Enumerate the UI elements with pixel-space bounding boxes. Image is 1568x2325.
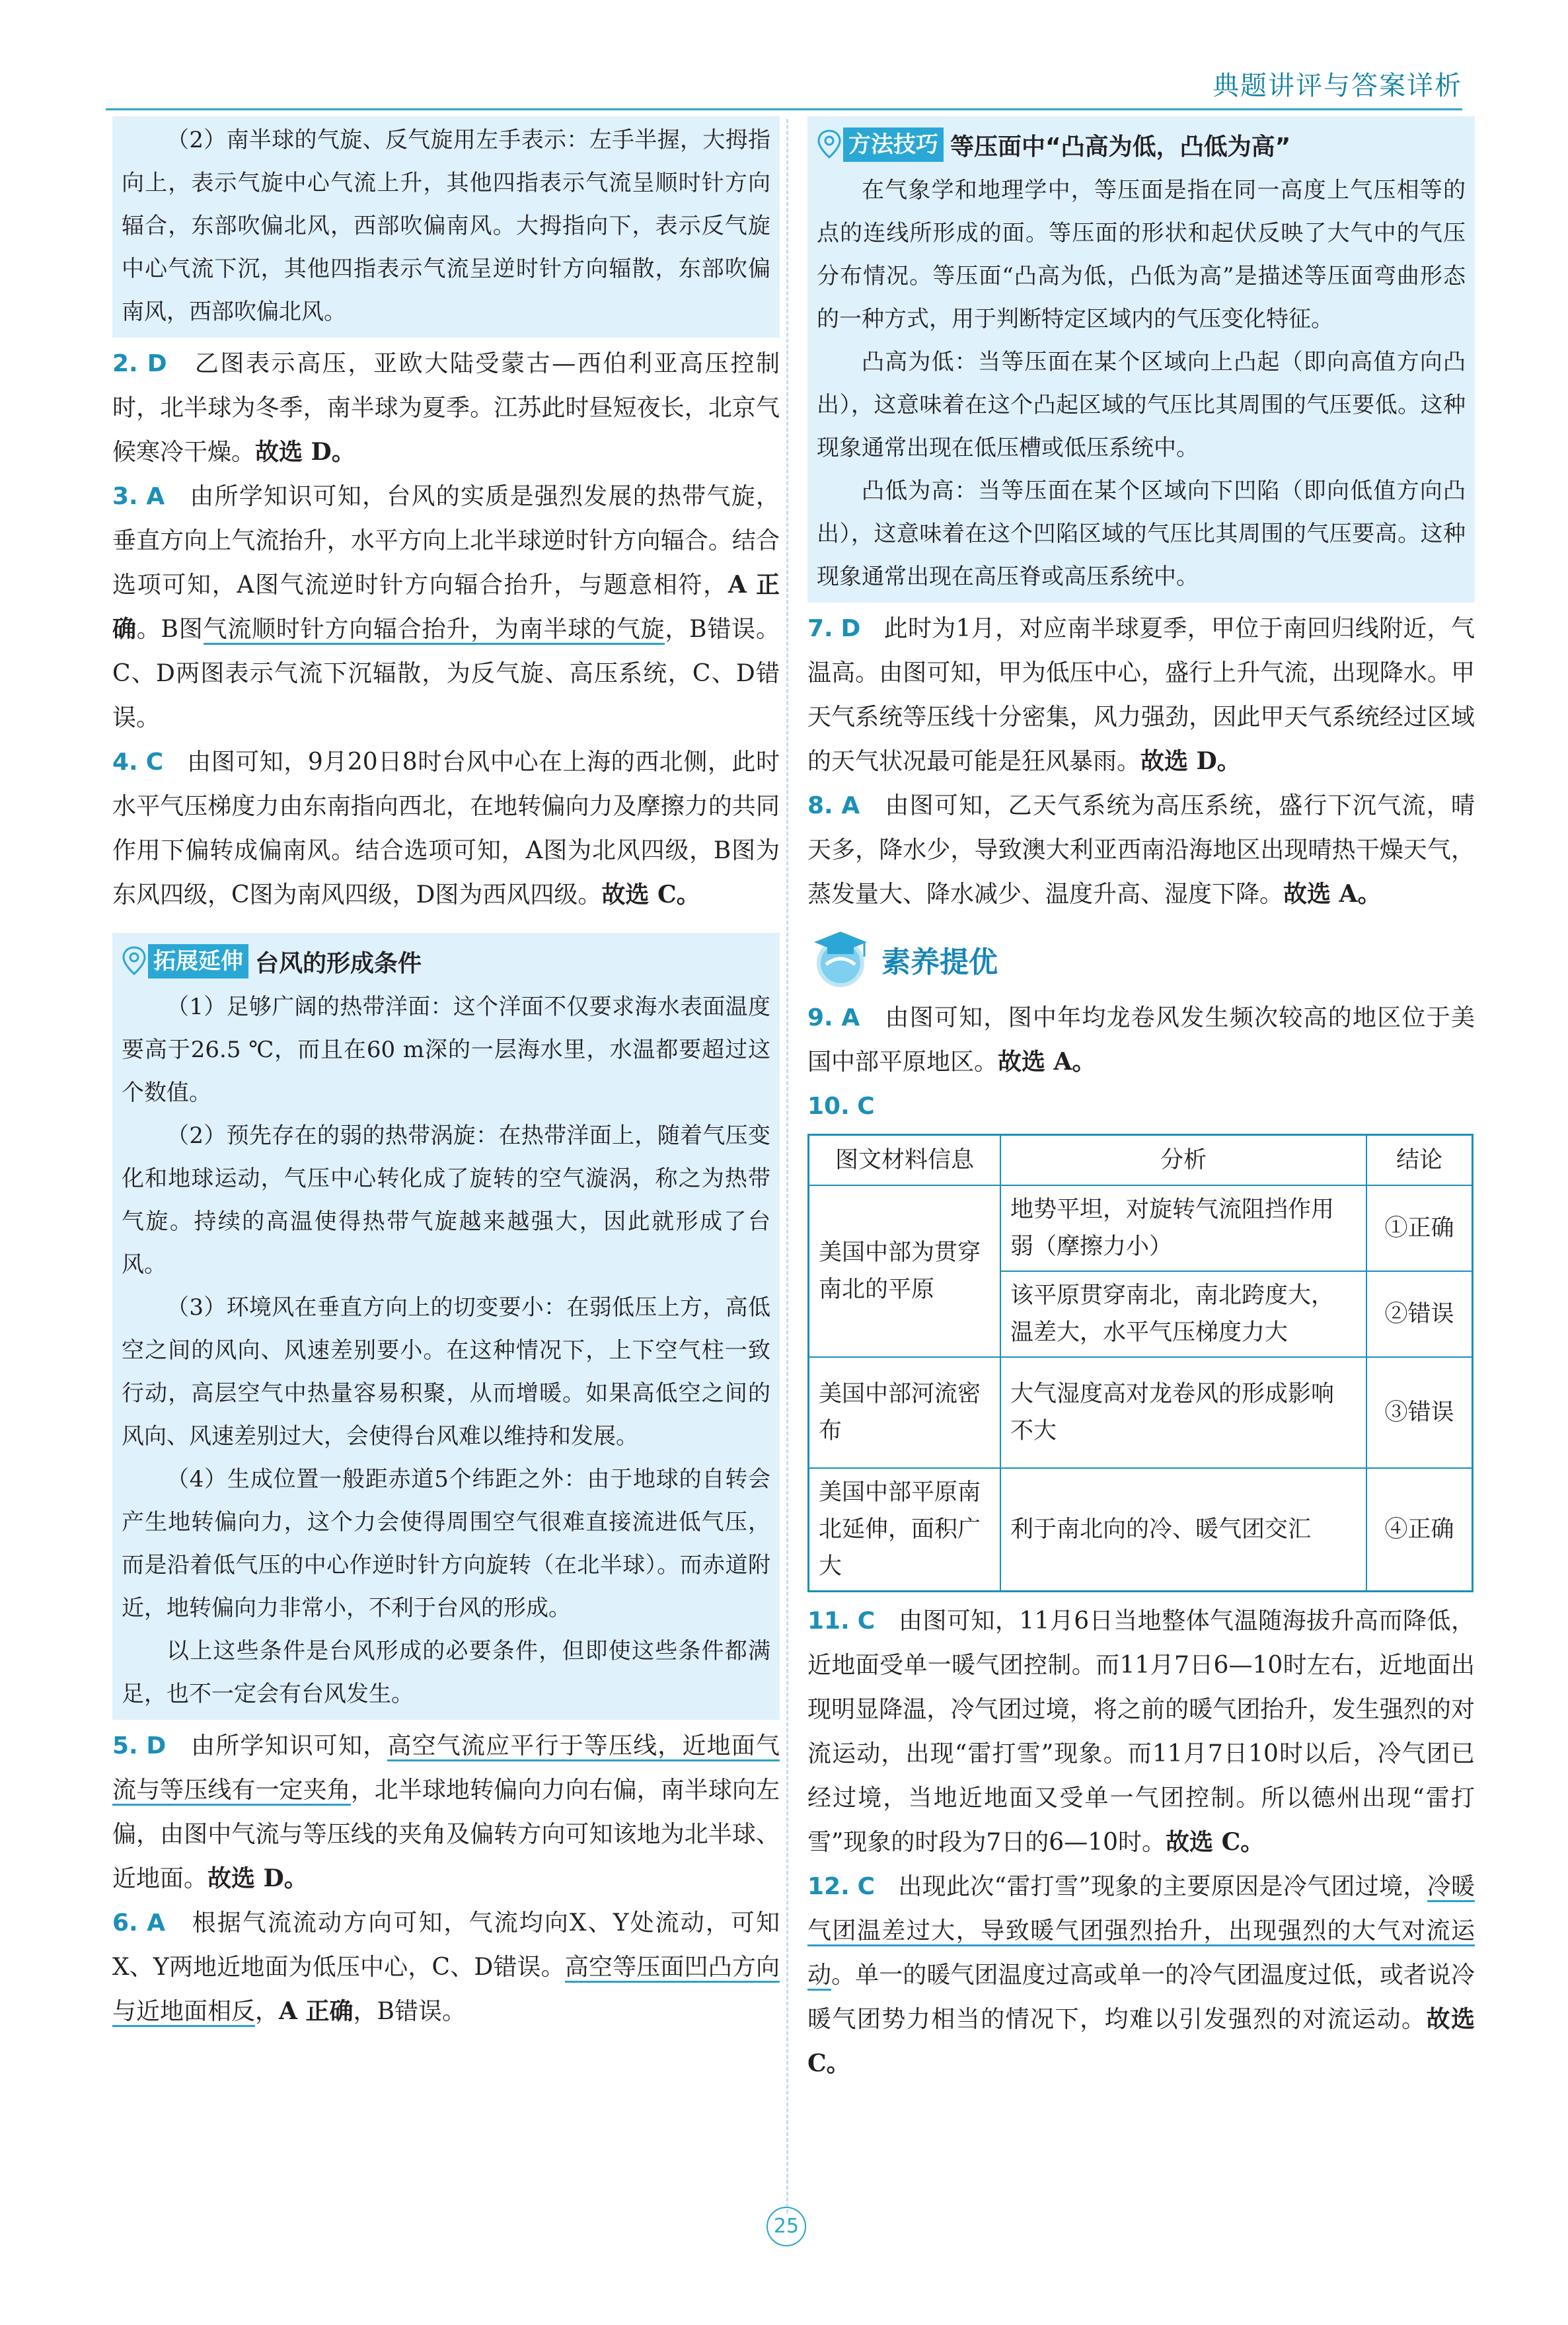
header-divider <box>106 108 1462 110</box>
table-cell-info: 美国中部为贯穿南北的平原 <box>809 1185 1001 1357</box>
column-divider <box>786 119 788 2213</box>
table-header: 分析 <box>1000 1135 1366 1186</box>
answer-choice: A <box>146 483 165 510</box>
answer-5 <box>112 1724 780 1901</box>
table-header: 图文材料信息 <box>809 1135 1001 1186</box>
answer-choice: A <box>841 1004 860 1031</box>
answer-number: 8. <box>807 792 833 819</box>
answer-text: 由所学知识可知， <box>191 1732 388 1759</box>
answer-text: 由图可知，11月6日当地整体气温随海拔升高而降低，近地面受单一暖气团控制。而11月7日6—10时左右，近地面出现明显降温，冷气团过境，将之前的暖气团抬升，发生强烈的对流运动，出现“雷打雪”现象。而11月7日10时以后，冷气团已经过境，当地近地面又受单一气团控制。所以德州出现“雷打雪”现象的时段为7日的6—10时。 <box>807 1607 1475 1856</box>
answer-conclusion: 故选 C。 <box>807 2005 1475 2077</box>
answer-text: ，B错误。 <box>353 1998 466 2025</box>
answer-text: 由图可知，图中年均龙卷风发生频次较高的地区位于美国中部平原地区。 <box>807 1004 1475 1076</box>
answer-number: 10. <box>807 1093 850 1120</box>
table-cell-analysis: 地势平坦，对旋转气流阻挡作用弱（摩擦力小） <box>1000 1185 1366 1271</box>
extension-tag-row <box>122 940 770 983</box>
underlined-text: 气流顺时针方向辐合抬升，为南半球的气旋 <box>204 616 665 645</box>
method-paragraph: 凸低为高：当等压面在某个区域向下凹陷（即向低值方向凸出），这意味着在这个凹陷区域的气压比其周围的气压要高。这种现象通常出现在高压脊或高压系统中。 <box>817 478 1466 590</box>
table-cell-conclusion: ④正确 <box>1366 1468 1473 1592</box>
answer-conclusion: 故选 D。 <box>255 438 355 466</box>
table-cell-analysis: 利于南北向的冷、暖气团交汇 <box>1000 1468 1366 1592</box>
answer-text: 乙图表示高压，亚欧大陆受蒙古—西伯利亚高压控制时，北半球为冬季，南半球为夏季。江苏此时昼短夜长，北京气候寒冷干燥。 <box>112 350 780 466</box>
right-column <box>807 116 1475 2086</box>
answer-text: 。B图 <box>136 616 204 643</box>
answer-choice: D <box>146 1732 167 1759</box>
method-paragraph: 凸高为低：当等压面在某个区域向上凸起（即向高值方向凸出），这意味着在这个凸起区域的气压比其周围的气压要低。这种现象通常出现在低压槽或低压系统中。 <box>817 349 1466 461</box>
map-pin-icon <box>122 946 147 977</box>
method-box <box>807 116 1475 603</box>
answer-2 <box>112 342 780 474</box>
answer-conclusion: 故选 D。 <box>207 1864 308 1892</box>
answer-12 <box>807 1864 1475 2086</box>
answer-text: ， <box>255 1998 280 2025</box>
answer-text: 由所学知识可知，台风的实质是强烈发展的热带气旋，垂直方向上气流抬升，水平方向上北半球逆时针方向辐合。结合选项可知，A图气流逆时针方向辐合抬升，与题意相符， <box>112 483 780 599</box>
note-box-cyclone <box>112 116 780 338</box>
graduation-globe-icon <box>807 926 874 992</box>
underlined-text: 高空等压面凹凸方向与近地面相反 <box>112 1954 780 2027</box>
answer-conclusion: 故选 C。 <box>601 881 700 908</box>
answer-text: 由图可知，9月20日8时台风中心在上海的西北侧，此时水平气压梯度力由东南指向西北，在地转偏向力及摩擦力的共同作用下偏转成偏南风。结合选项可知，A图为北风四级，B图为东风四级，C图为南风四级，D图为西风四级。 <box>112 749 780 908</box>
table-row <box>809 1185 1473 1271</box>
answer-number: 9. <box>807 1004 833 1031</box>
answer-4 <box>112 740 780 917</box>
answer-conclusion: 故选 A。 <box>1283 880 1382 908</box>
extension-paragraph: 以上这些条件是台风形成的必要条件，但即使这些条件都满足，也不一定会有台风发生。 <box>122 1638 770 1707</box>
answer-choice: D <box>840 615 861 642</box>
extension-paragraph: （2）预先存在的弱的热带涡旋：在热带洋面上，随着气压变化和地球运动，气压中心转化成了旋转的空气漩涡，称之为热带气旋。持续的高温使得热带气旋越来越强大，因此就形成了台风。 <box>122 1123 770 1278</box>
table-row <box>809 1357 1473 1468</box>
table-cell-info: 美国中部平原南北延伸，面积广大 <box>809 1468 1001 1592</box>
underlined-text: 高空气流应平行于等压线，近地面气流与等压线有一定夹角 <box>112 1732 780 1806</box>
answer-11 <box>807 1599 1475 1864</box>
map-pin-icon <box>817 129 842 160</box>
table-cell-conclusion: ②错误 <box>1366 1271 1473 1357</box>
answer-number: 5. <box>112 1732 138 1759</box>
analysis-table <box>807 1134 1474 1592</box>
section-heading-text: 素养提优 <box>881 945 998 979</box>
answer-conclusion: 故选 C。 <box>1166 1828 1265 1856</box>
answer-number: 2. <box>112 350 138 377</box>
answer-text: 出现此次“雷打雪”现象的主要原因是冷气团过境， <box>898 1873 1427 1900</box>
method-tag-row <box>817 123 1466 166</box>
table-header-row <box>809 1135 1473 1186</box>
extension-tag-label: 拓展延伸 <box>148 944 248 978</box>
table-cell-info: 美国中部河流密布 <box>809 1357 1001 1468</box>
answer-10 <box>807 1084 1475 1128</box>
answer-choice: A <box>147 1909 166 1937</box>
page-header-title: 典题讲评与答案详析 <box>1213 71 1462 101</box>
method-tag-label: 方法技巧 <box>843 128 944 162</box>
extension-paragraph: （4）生成位置一般距赤道5个纬距之外：由于地球的自转会产生地转偏向力，这个力会使得周围空气很难直接流进低气压，而是沿着低气压的中心作逆时针方向旋转（在北半球）。而赤道附近，地转偏向力非常小，不利于台风的形成。 <box>122 1466 770 1621</box>
answer-text: ，北半球地转偏向力向右偏，南半球向左偏，由图中气流与等压线的夹角及偏转方向可知该地为北半球、近地面。 <box>112 1777 780 1892</box>
answer-number: 3. <box>112 483 138 510</box>
answer-number: 11. <box>807 1607 850 1635</box>
answer-text: 根据气流流动方向可知，气流均向X、Y处流动，可知X、Y两地近地面为低压中心，C、D错误。 <box>112 1909 780 1981</box>
table-cell-analysis: 大气湿度高对龙卷风的形成影响不大 <box>1000 1357 1366 1468</box>
extension-box <box>112 933 780 1720</box>
table-header: 结论 <box>1366 1135 1473 1186</box>
answer-conclusion: 故选 A。 <box>998 1048 1096 1076</box>
answer-choice: C <box>857 1607 876 1635</box>
answer-number: 4. <box>112 749 138 776</box>
answer-number: 12. <box>807 1873 850 1900</box>
answer-text: 由图可知，乙天气系统为高压系统，盛行下沉气流，晴天多，降水少，导致澳大利亚西南沿海地区出现晴热干燥天气，蒸发量大、降水减少、温度升高、湿度下降。 <box>807 792 1475 908</box>
answer-number: 7. <box>807 615 833 642</box>
section-heading <box>807 923 1475 996</box>
answer-text: 此时为1月，对应南半球夏季，甲位于南回归线附近，气温高。由图可知，甲为低压中心，盛行上升气流，出现降水。甲天气系统等压线十分密集，风力强劲，因此甲天气系统经过区域的天气状况最可能是狂风暴雨。 <box>807 615 1475 775</box>
table-cell-conclusion: ①正确 <box>1366 1185 1473 1271</box>
extension-paragraph: （1）足够广阔的热带洋面：这个洋面不仅要求海水表面温度要高于26.5 ℃，而且在60 m深的一层海水里，水温都要超过这个数值。 <box>122 994 770 1106</box>
answer-choice: C <box>857 1873 875 1900</box>
left-column <box>112 116 780 2034</box>
answer-conclusion: 故选 D。 <box>1140 747 1241 775</box>
method-paragraph: 在气象学和地理学中，等压面是指在同一高度上气压相等的点的连线所形成的面。等压面的形状和起伏反映了大气中的气压分布情况。等压面“凸高为低，凸低为高”是描述等压面弯曲形态的一种方式，用于判断特定区域内的气压变化特征。 <box>817 177 1466 332</box>
answer-text: 。单一的暖气团温度过高或单一的冷气团温度过低，或者说冷暖气团势力相当的情况下，均难以引发强烈的对流运动。 <box>807 1962 1475 2033</box>
method-heading: 等压面中“凸高为低，凸低为高” <box>950 133 1291 161</box>
answer-8 <box>807 784 1475 916</box>
answer-7 <box>807 607 1475 784</box>
answer-choice: C <box>145 749 164 776</box>
answer-choice: C <box>857 1093 875 1120</box>
note-paragraph: （2）南半球的气旋、反气旋用左手表示：左手半握，大拇指向上，表示气旋中心气流上升，其他四指表示气流呈顺时针方向辐合，东部吹偏北风，西部吹偏南风。大拇指向下，表示反气旋中心气流下沉，其他四指表示气流呈逆时针方向辐散，东部吹偏南风，西部吹偏北风。 <box>122 127 770 325</box>
extension-paragraph: （3）环境风在垂直方向上的切变要小：在弱低压上方，高低空之间的风向、风速差别要小。在这种情况下，上下空气柱一致行动，高层空气中热量容易积聚，从而增暖。如果高低空之间的风向、风速差别过大，会使得台风难以维持和发展。 <box>122 1294 770 1450</box>
answer-6 <box>112 1901 780 2034</box>
underlined-text: 冷暖气团温差过大，导致暖气团强烈抬升，出现强烈的大气对流运动 <box>807 1873 1475 1991</box>
answer-3 <box>112 474 780 740</box>
answer-9 <box>807 996 1475 1084</box>
table-cell-analysis: 该平原贯穿南北，南北跨度大，温差大，水平气压梯度力大 <box>1000 1271 1366 1357</box>
table-row <box>809 1468 1473 1592</box>
answer-bold: A 正确 <box>112 571 780 643</box>
answer-bold: A 正确 <box>279 1997 354 2025</box>
answer-text: ，B错误。C、D两图表示气流下沉辐散，为反气旋、高压系统，C、D错误。 <box>112 616 780 731</box>
answer-choice: D <box>147 350 167 377</box>
answer-choice: A <box>841 792 860 819</box>
answer-number: 6. <box>112 1909 138 1937</box>
table-cell-conclusion: ③错误 <box>1366 1357 1473 1468</box>
page-number: 25 <box>766 2207 806 2246</box>
extension-heading: 台风的形成条件 <box>255 949 422 977</box>
